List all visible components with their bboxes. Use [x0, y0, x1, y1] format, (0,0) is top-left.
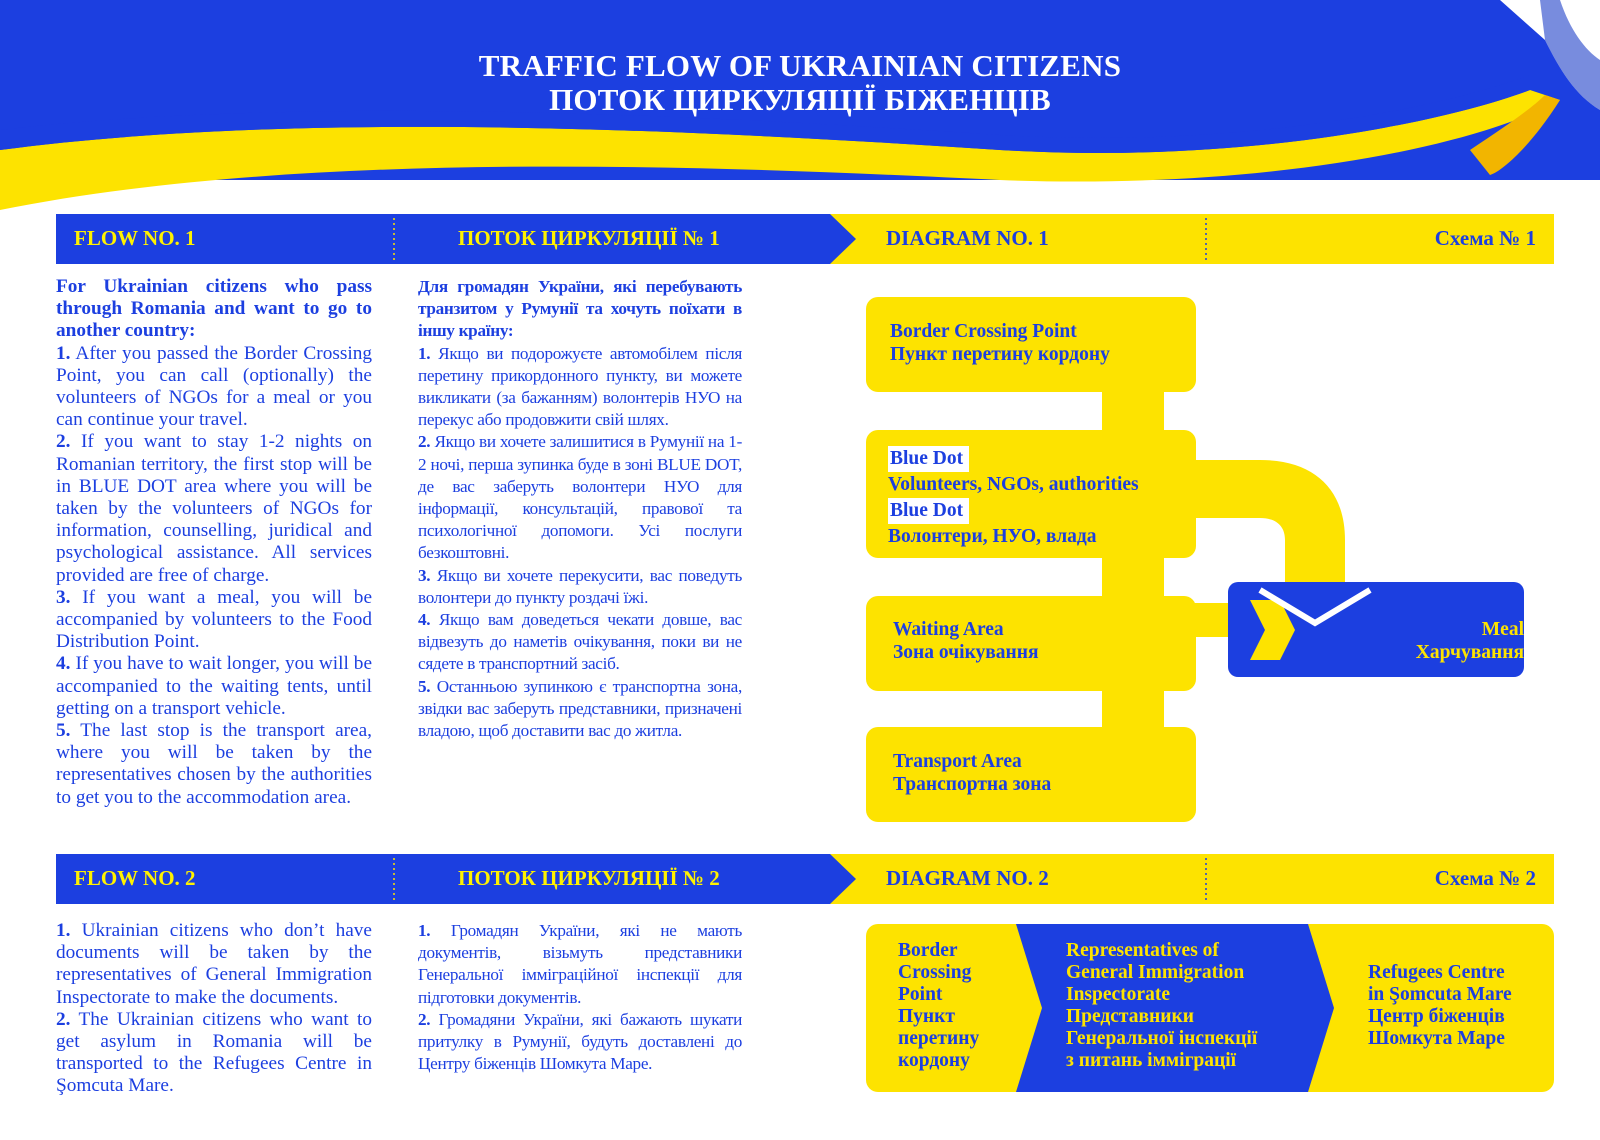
flow2-en-item: 1. Ukrainian citizens who don’t have documents will be taken by the representatives of General Immigration Inspectorate to make the documents. [56, 920, 372, 1008]
flow1-en-item: 4. If you have to wait longer, you will be accompanied to the waiting tents, until getting on a transport vehicle. [56, 653, 372, 719]
flow1-text-english [56, 276, 372, 809]
diagram1-waiting-label: Waiting Area Зона очікування [893, 619, 1039, 663]
flow2-label: FLOW NO. 2 [74, 866, 196, 890]
diagram1-bluedot-label: Blue Dot Volunteers, NGOs, authorities Blue Dot Волонтери, НУО, влада [888, 448, 1139, 547]
flow1-ua-item: 1. Якщо ви подорожуєте автомобілем після перетину прикордонного пункту, ви можете викликати (за бажанням) волонтерів НУО на перекус або продовжити свій шлях. [418, 343, 743, 430]
diagram2-label: DIAGRAM NO. 2 [886, 866, 1049, 890]
diagram2-step-refugees-centre: Refugees Centre in Şomcuta Mare Центр біженців Шомкута Маре [1368, 962, 1512, 1049]
flow2-ua-item: 2. Громадяни України, які бажають шукати притулку в Румунії, будуть доставлені до Центру біженців Шомкута Маре. [418, 1009, 742, 1074]
diagram1-border-label: Border Crossing Point Пункт перетину кордону [890, 321, 1110, 365]
flow2-text-ukrainian [418, 920, 742, 1075]
flow2-en-item: 2. The Ukrainian citizens who want to get asylum in Romania will be transported to the Refugees Centre in Şomcuta Mare. [56, 1008, 372, 1097]
flow1-text-ukrainian [418, 276, 742, 742]
diagram1-meal-label: Meal Харчування [1415, 619, 1524, 663]
title-ukrainian: ПОТОК ЦИРКУЛЯЦІЇ БІЖЕНЦІВ [549, 82, 1051, 117]
flow1-ua-item: 2. Якщо ви хочете залишитися в Румунії на 1-2 ночі, перша зупинка буде в зоні BLUE DOT, де вас заберуть волонтери НУО для інформації, консультацій, правової та психологічної допомоги. Усі послуги безкоштовні. [418, 432, 742, 563]
flow1-label-ua: ПОТОК ЦИРКУЛЯЦІЇ № 1 [458, 226, 720, 250]
diagram2-step-inspectorate: Representatives of General Immigration Inspectorate Представники Генеральної інспекції з питань імміграції [1066, 940, 1258, 1071]
diagram2-step-border: Border Crossing Point Пункт перетину кордону [898, 940, 980, 1071]
flow2-header-bar [56, 854, 1554, 904]
flow1-ua-intro: Для громадян України, які перебувають транзитом у Румунії та хочуть поїхати в іншу країну: [418, 277, 742, 341]
diagram1-label: DIAGRAM NO. 1 [886, 226, 1049, 250]
flow1-en-item: 3. If you want a meal, you will be accompanied by volunteers to the Food Distribution Point. [56, 586, 372, 653]
flow1-en-item: 5. The last stop is the transport area, where you will be taken by the representatives chosen by the authorities to get you to the accommodation area. [56, 720, 372, 808]
flow1-label: FLOW NO. 1 [74, 226, 196, 250]
flow1-ua-item: 3. Якщо ви хочете перекусити, вас поведуть волонтери до пункту роздачі їжі. [418, 565, 742, 607]
diagram1-transport-label: Transport Area Транспортна зона [893, 751, 1052, 795]
flow2-ua-item: 1. Громадян України, які не мають документів, візьмуть представники Генеральної імміграційної інспекції для підготовки документів. [418, 921, 742, 1007]
blue-dot-tag: Blue Dot [888, 446, 969, 472]
title-english: TRAFFIC FLOW OF UKRAINIAN CITIZENS [478, 48, 1122, 83]
flow1-en-item: 1. After you passed the Border Crossing Point, you can call (optionally) the volunteers of NGOs for a meal or you can continue your travel. [56, 342, 372, 431]
blue-dot-tag: Blue Dot [888, 498, 969, 524]
flow1-en-intro: For Ukrainian citizens who pass through Romania and want to go to another country: [56, 276, 372, 342]
flow1-header-bar [56, 214, 1554, 264]
diagram2-label-ua: Схема № 2 [1434, 866, 1536, 890]
flow1-bar-shape [56, 214, 1554, 264]
flow1-ua-item: 4. Якщо вам доведеться чекати довше, вас відвезуть до наметів очікування, поки ви не сядете в транспортний засіб. [418, 610, 743, 674]
flow2-label-ua: ПОТОК ЦИРКУЛЯЦІЇ № 2 [458, 866, 720, 890]
flow1-en-item: 2. If you want to stay 1-2 nights on Romanian territory, the first stop will be in BLUE DOT area where you will be taken by the volunteers of NGOs for information, counselling, juridical and psychological assistance. All services provided are free of charge. [56, 431, 372, 586]
flow2-text-english [56, 920, 372, 1098]
flow1-ua-item: 5. Останньою зупинкою є транспортна зона, звідки вас заберуть представники, призначені владою, щоб доставити вас до житла. [418, 676, 742, 741]
diagram1-label-ua: Схема № 1 [1434, 226, 1536, 250]
flow2-bar-shape [56, 854, 1554, 904]
